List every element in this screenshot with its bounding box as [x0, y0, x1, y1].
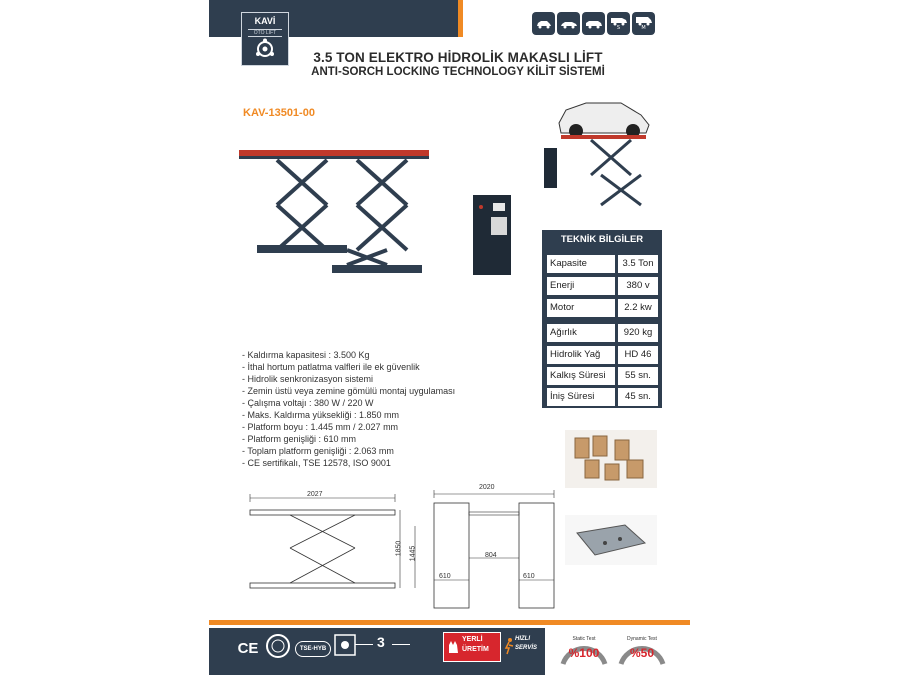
spec-label: İniş Süresi — [547, 388, 615, 406]
dimension-label: 610 — [439, 573, 451, 580]
page-number-dash — [355, 644, 373, 645]
static-test-label: Static Test — [572, 636, 596, 642]
dimension-label: 804 — [485, 552, 497, 559]
feature-list — [242, 349, 455, 469]
hizli-servis-line1: HIZLI — [515, 636, 530, 642]
dynamic-test-value: %50 — [629, 646, 655, 660]
hizli-servis-badge — [501, 632, 541, 660]
feature-item: - CE sertifikalı, TSE 12578, ISO 9001 — [242, 458, 391, 468]
spec-table-heading: TEKNİK BİLGİLER — [560, 234, 644, 245]
spec-label: Kalkış Süresi — [547, 367, 615, 385]
spec-value: 3.5 Ton — [618, 255, 658, 273]
hizli-servis-line2: SERVİS — [515, 645, 538, 651]
spec-row — [547, 277, 658, 296]
dimension-label: 2027 — [307, 491, 323, 498]
dimension-label: 1850 — [395, 540, 403, 557]
feature-item: - Toplam platform genişliği : 2.063 mm — [242, 446, 394, 456]
spec-row — [547, 255, 658, 274]
locking-plate-image — [565, 515, 657, 565]
spec-row — [547, 367, 658, 386]
yerli-uretim-line2: ÜRETİM — [462, 646, 489, 653]
scissor-lift-image — [237, 145, 437, 295]
footer-accent-bar — [209, 620, 690, 625]
product-code: KAV-13501-00 — [243, 107, 315, 119]
suv-icon — [582, 12, 605, 35]
feature-item: - Maks. Kaldırma yüksekliği : 1.850 mm — [242, 410, 400, 420]
iso-seal-icon — [265, 633, 291, 659]
hand-icon — [447, 639, 460, 655]
van-size-badge: S — [616, 25, 621, 31]
spec-value: 380 v — [618, 277, 658, 295]
feature-item: - Platform genişliği : 610 mm — [242, 434, 357, 444]
brand-name: KAVİ — [254, 16, 276, 26]
van-m-icon — [632, 12, 655, 35]
car-icon — [532, 12, 555, 35]
spec-row — [547, 299, 658, 318]
spec-value: 920 kg — [618, 324, 658, 342]
yerli-uretim-badge — [443, 632, 501, 662]
spec-label: Hidrolik Yağ — [547, 346, 615, 364]
spec-value: 2.2 kw — [618, 299, 658, 317]
yerli-uretim-line1: YERLİ — [462, 636, 483, 643]
dimension-label: 1445 — [409, 545, 417, 562]
van-s-icon — [607, 12, 630, 35]
spec-label: Ağırlık — [547, 324, 615, 342]
ce-mark: CE — [237, 639, 259, 657]
feature-item: - Platform boyu : 1.445 mm / 2.027 mm — [242, 422, 399, 432]
spec-label: Enerji — [547, 277, 615, 295]
brochure-page — [209, 0, 690, 675]
brand-subtitle: OTO LİFT — [248, 29, 282, 37]
feature-item: - Çalışma voltajı : 380 W / 220 W — [242, 398, 374, 408]
dynamic-test-label: Dynamic Test — [627, 636, 657, 642]
feature-item: - İthal hortum patlatma valfleri ile ek güvenlik — [242, 362, 420, 372]
spec-row — [547, 388, 658, 407]
spec-row — [547, 324, 658, 343]
dynamic-test-badge — [617, 626, 667, 674]
spec-label: Motor — [547, 299, 615, 317]
top-view-drawing — [429, 488, 559, 613]
spec-value: 45 sn. — [618, 388, 658, 406]
static-test-value: %100 — [568, 646, 600, 660]
sedan-icon — [557, 12, 580, 35]
feature-item: - Kaldırma kapasitesi : 3.500 Kg — [242, 350, 370, 360]
vehicle-type-icons — [532, 12, 655, 35]
top-bar-accent — [458, 0, 463, 37]
running-person-icon — [503, 637, 515, 655]
lift-with-car-image — [541, 95, 661, 215]
page-subtitle: ANTI-SORCH LOCKING TECHNOLOGY KİLİT SİSTEMİ — [311, 66, 605, 78]
static-test-badge — [559, 626, 609, 674]
spec-row — [547, 346, 658, 365]
page-number: 3 — [377, 634, 385, 650]
spec-value: 55 sn. — [618, 367, 658, 385]
page-number-dash — [392, 644, 410, 645]
feature-item: - Hidrolik senkronizasyon sistemi — [242, 374, 374, 384]
page-title: 3.5 TON ELEKTRO HİDROLİK MAKASLI LİFT — [313, 50, 603, 65]
spec-table — [542, 230, 662, 408]
bushings-image — [565, 430, 657, 488]
tse-mark: TSE-HYB — [295, 641, 331, 657]
feature-item: - Zemin üstü veya zemine gömülü montaj uygulaması — [242, 386, 456, 396]
dimension-label: 610 — [523, 573, 535, 580]
spec-value: HD 46 — [618, 346, 658, 364]
certificate-icon — [334, 634, 356, 656]
dimension-label: 2020 — [479, 484, 495, 491]
spec-label: Kapasite — [547, 255, 615, 273]
gear-icon — [255, 38, 275, 60]
control-unit-image — [471, 193, 513, 277]
van-size-badge: M — [641, 25, 646, 31]
